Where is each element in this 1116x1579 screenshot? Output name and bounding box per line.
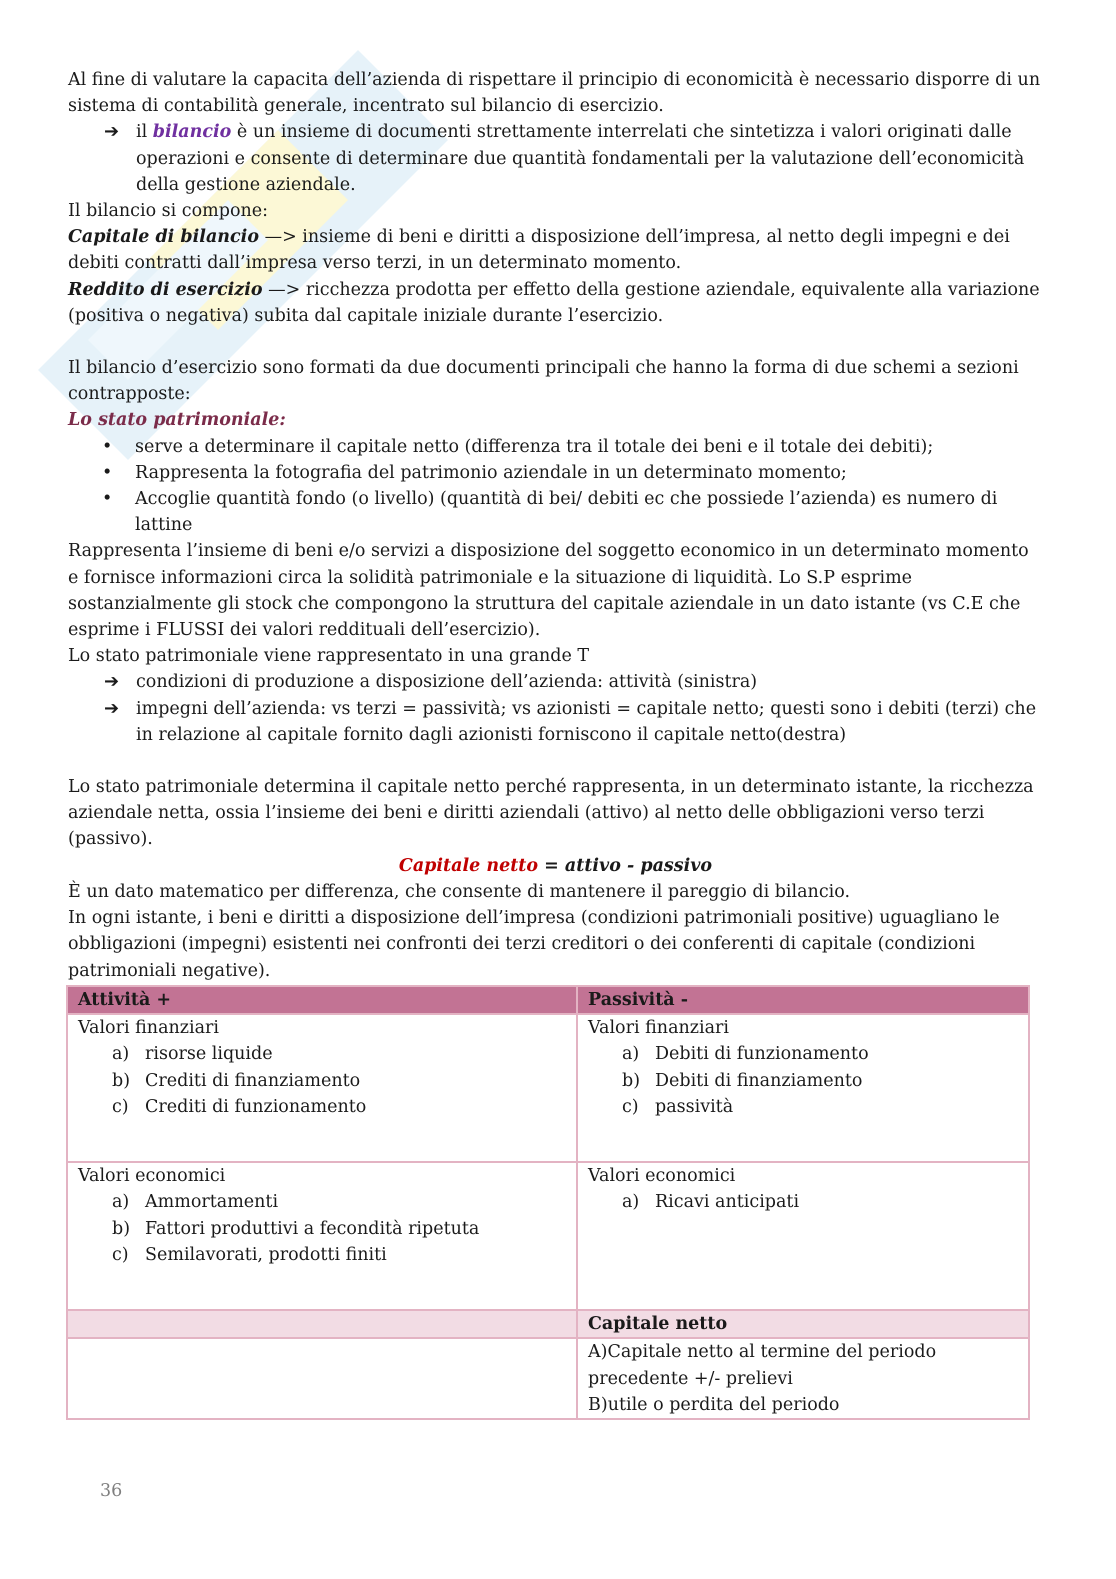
list-item: a) Ricavi anticipati: [622, 1192, 800, 1213]
capitale-netto-header: Capitale netto: [577, 1310, 1029, 1338]
capitale-netto-cell: A)Capitale netto al termine del periodo precedente +/- prelievi B)utile o perdita del periodo: [577, 1338, 1029, 1419]
empty-cell: [67, 1338, 577, 1419]
formula-line: Capitale netto = attivo - passivo: [398, 855, 713, 876]
attivita-economici-cell: Valori economici a) Ammortamenti b) Fattori produttivi a fecondità ripetuta c) Semilavorati, prodotti finiti: [67, 1162, 577, 1310]
list-item: a) risorse liquide: [112, 1044, 273, 1065]
arrow-right-icon: ➔: [104, 121, 120, 143]
math-line: È un dato matematico per differenza, che consente di mantenere il pareggio di bilancio.: [68, 881, 851, 902]
empty-cell: [67, 1310, 577, 1338]
intro-paragraph: Al fine di valutare la capacita dell’azienda di rispettare il principio di economicità è necessario disporre di un sistema di contabilità generale, incentrato sul bilancio di esercizio.: [68, 70, 1041, 117]
table-row: [67, 1338, 1029, 1419]
represent-paragraph: Rappresenta l’insieme di beni e/o servizi a disposizione del soggetto economico in un determinato momento e fornisce informazioni circa la solidità patrimoniale e la situazione di liquidità. Lo S.P esprime sostanzialmente gli stock che compongono la struttura del capitale aziendale in un dato istante (vs C.E che esprime i FLUSSI dei valori reddituali dell’esercizio).: [68, 541, 1029, 641]
reddito-definition: Reddito di esercizio —> ricchezza prodotta per effetto della gestione aziendale, equivalente alla variazione (positiva o negativa) subita dal capitale iniziale durante l’esercizio.: [68, 279, 1040, 326]
table-row: [67, 1014, 1029, 1162]
list-item: b) Fattori produttivi a fecondità ripetuta: [112, 1218, 480, 1239]
table-row: [67, 1162, 1029, 1310]
netto-paragraph: Lo stato patrimoniale determina il capitale netto perché rappresenta, in un determinato istante, la ricchezza aziendale netta, ossia l’insieme dei beni e diritti aziendali (attivo) al netto delle obbligazioni verso terzi (passivo).: [68, 777, 1034, 850]
balance-sheet-table: [66, 985, 1030, 1420]
list-item: b) Crediti di finanziamento: [112, 1070, 361, 1091]
list-item: a) Debiti di funzionamento: [622, 1044, 869, 1065]
bullet-icon: •: [102, 462, 113, 483]
impegni-arrow-item: ➔ impegni dell’azienda: vs terzi = passività; vs azionisti = capitale netto; questi sono i debiti (terzi) che in relazione al capitale fornito dagli azionisti forniscono il capitale netto(destra): [104, 697, 1037, 745]
schemi-paragraph: Il bilancio d’esercizio sono formati da due documenti principali che hanno la forma di due schemi a sezioni contrapposte:: [68, 358, 1019, 405]
bullet-icon: •: [102, 489, 113, 510]
table-header-row: [67, 986, 1029, 1014]
list-item: a) Ammortamenti: [112, 1192, 279, 1213]
attivita-header: Attività +: [67, 986, 577, 1014]
page-number: 36: [100, 1481, 123, 1501]
list-item: c) Crediti di funzionamento: [112, 1096, 367, 1117]
bilancio-term: bilancio: [152, 122, 232, 143]
capitale-definition: Capitale di bilancio —> insieme di beni e diritti a disposizione dell’impresa, al netto degli impegni e dei debiti contratti dall’impresa verso terzi, in un determinato momento.: [68, 227, 1010, 274]
passivita-header: Passività -: [577, 986, 1029, 1014]
bullet-item: • Accoglie quantità fondo (o livello) (quantità di bei/ debiti ec che possiede l’azienda) es numero di lattine: [68, 486, 1043, 538]
stato-patrimoniale-heading: Lo stato patrimoniale:: [68, 410, 286, 431]
bilancio-arrow-item: ➔ il bilancio è un insieme di documenti strettamente interrelati che sintetizza i valori originati dalle operazioni e consente di determinare due quantità fondamentali per la valutazione dell’economicità della gestione aziendale.: [104, 121, 1025, 195]
bullet-icon: •: [102, 436, 113, 457]
passivita-finanziari-cell: Valori finanziari a) Debiti di funzionamento b) Debiti di finanziamento c) passività: [577, 1014, 1029, 1162]
list-item: c) Semilavorati, prodotti finiti: [112, 1244, 387, 1265]
composition-line: Il bilancio si compone:: [68, 201, 269, 222]
grande-t-line: Lo stato patrimoniale viene rappresentato in una grande T: [68, 646, 590, 667]
arrow-right-icon: ➔: [104, 697, 120, 719]
table-row: [67, 1310, 1029, 1338]
passivita-economici-cell: Valori economici a) Ricavi anticipati: [577, 1162, 1029, 1310]
arrow-right-icon: ➔: [104, 671, 120, 693]
istante-paragraph: In ogni istante, i beni e diritti a disposizione dell’impresa (condizioni patrimoniali positive) uguagliano le obbligazioni (impegni) esistenti nei confronti dei terzi creditori o dei conferenti di capitale (condizioni patrimoniali negative).: [68, 908, 1000, 981]
attivita-arrow-item: ➔ condizioni di produzione a disposizione dell’azienda: attività (sinistra): [68, 669, 1043, 695]
bullet-item: • serve a determinare il capitale netto (differenza tra il totale dei beni e il totale dei debiti);: [68, 434, 1043, 460]
attivita-finanziari-cell: Valori finanziari a) risorse liquide b) Crediti di finanziamento c) Crediti di funzionamento: [67, 1014, 577, 1162]
list-item: b) Debiti di finanziamento: [622, 1070, 863, 1091]
list-item: c) passività: [622, 1096, 734, 1117]
bullet-item: • Rappresenta la fotografia del patrimonio aziendale in un determinato momento;: [68, 460, 1043, 486]
document-body: [68, 67, 1043, 984]
